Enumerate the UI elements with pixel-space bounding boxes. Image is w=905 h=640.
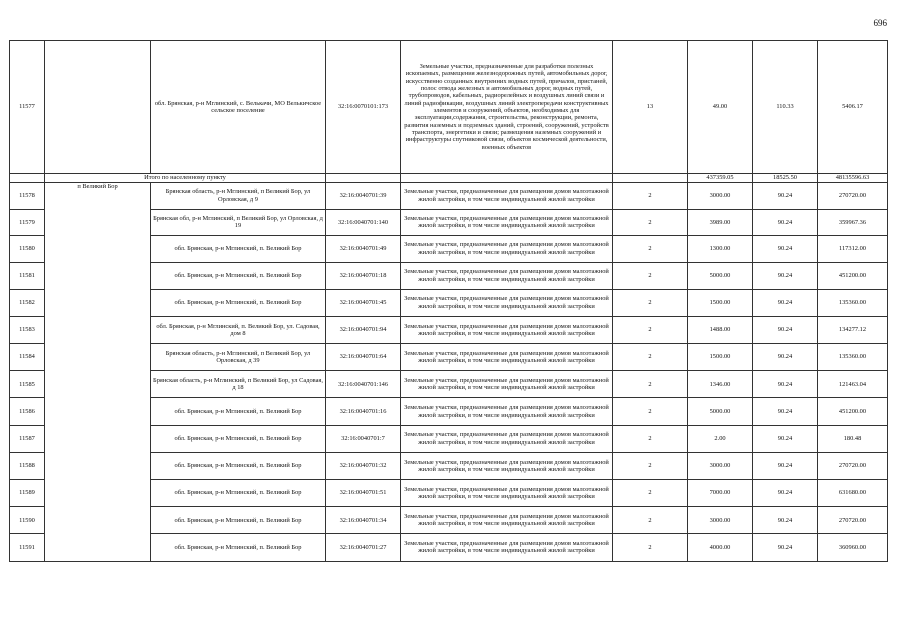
row-area: 3000.00 [688, 507, 753, 534]
row-id: 11578 [10, 183, 45, 210]
row-area: 5000.00 [688, 398, 753, 425]
row-area: 5000.00 [688, 262, 753, 289]
row-address: обл. Брянская, р-н Мглинский, п. Великий Бор [151, 398, 326, 425]
row-purpose: Земельные участки, предназначенные для размещения домов малоэтажной жилой застройки, в том числе индивидуальной жилой застройки [401, 425, 613, 452]
row-cadastral: 32:16:0040701:64 [326, 344, 401, 371]
row-group: 2 [613, 507, 688, 534]
row-group: 2 [613, 398, 688, 425]
row-purpose: Земельные участки, предназначенные для размещения домов малоэтажной жилой застройки, в том числе индивидуальной жилой застройки [401, 534, 613, 561]
row-value: 451200.00 [818, 262, 888, 289]
total-row [10, 174, 888, 183]
row-cadastral: 32:16:0040701:32 [326, 452, 401, 479]
total-value: 48135596.63 [818, 174, 888, 183]
row-address: обл. Брянская, р-н Мглинский, п. Великий Бор [151, 507, 326, 534]
row-group: 2 [613, 480, 688, 507]
row-area: 7000.00 [688, 480, 753, 507]
total-empty-cell [401, 174, 613, 183]
row-area: 3989.00 [688, 209, 753, 236]
row-group: 13 [613, 41, 688, 174]
row-value: 135360.00 [818, 344, 888, 371]
row-id: 11581 [10, 262, 45, 289]
row-cadastral: 32:16:0040701:49 [326, 236, 401, 263]
row-rate: 90.24 [753, 209, 818, 236]
row-cadastral: 32:16:0070101:173 [326, 41, 401, 174]
row-value: 117312.00 [818, 236, 888, 263]
total-empty-cell [10, 174, 45, 183]
row-address: Брянская область, р-н Мглинский, п Великий Бор, ул Садовая, д 18 [151, 371, 326, 398]
row-area: 3000.00 [688, 452, 753, 479]
total-empty-cell [326, 174, 401, 183]
row-group: 2 [613, 371, 688, 398]
row-rate: 90.24 [753, 398, 818, 425]
row-id: 11589 [10, 480, 45, 507]
row-group: 2 [613, 425, 688, 452]
row-rate: 90.24 [753, 534, 818, 561]
row-id: 11585 [10, 371, 45, 398]
row-rate: 90.24 [753, 480, 818, 507]
row-group: 2 [613, 209, 688, 236]
row-area: 3000.00 [688, 183, 753, 210]
row-purpose: Земельные участки, предназначенные для размещения домов малоэтажной жилой застройки, в том числе индивидуальной жилой застройки [401, 209, 613, 236]
land-registry-table [9, 40, 888, 562]
row-cadastral: 32:16:0040701:45 [326, 289, 401, 316]
row-cadastral: 32:16:0040701:18 [326, 262, 401, 289]
section-locality: п Великий Бор [45, 183, 151, 562]
table-body [10, 41, 888, 562]
row-rate: 90.24 [753, 236, 818, 263]
row-area: 2.00 [688, 425, 753, 452]
row-group: 2 [613, 183, 688, 210]
row-rate: 90.24 [753, 316, 818, 343]
row-value: 270720.00 [818, 452, 888, 479]
row-address: Брянская область, р-н Мглинский, п Великий Бор, ул Орловская, д 39 [151, 344, 326, 371]
row-area: 49.00 [688, 41, 753, 174]
row-purpose: Земельные участки, предназначенные для разработки полезных ископаемых, размещения железнодорожных путей, автомобильных дорог, искусственно созданных внутренних водных путей, причалов, пристаней, полос отвода железных и автомобильных дорог, водных путей, трубопроводов, кабельных, радиорелейных и воздушных линий связи и линий радиофикации, воздушных линий электропередачи конструктивных элементов и сооружений, объектов, необходимых для эксплуатации,содержания, строительства, реконструкции, ремонта, развития наземных и подземных зданий, строений, сооружений, устройств транспорта, энергетики и связи; размещения наземных сооружений и инфраструктуры спутниковой связи, объектов космической деятельности, военных объектов [401, 41, 613, 174]
row-value: 270720.00 [818, 507, 888, 534]
row-id: 11590 [10, 507, 45, 534]
row-address: обл. Брянская, р-н Мглинский, п. Великий Бор [151, 262, 326, 289]
row-id: 11579 [10, 209, 45, 236]
row-id: 11580 [10, 236, 45, 263]
row-cadastral: 32:16:0040701:51 [326, 480, 401, 507]
table-row [10, 41, 888, 174]
row-value: 270720.00 [818, 183, 888, 210]
row-id: 11584 [10, 344, 45, 371]
row-purpose: Земельные участки, предназначенные для размещения домов малоэтажной жилой застройки, в том числе индивидуальной жилой застройки [401, 289, 613, 316]
total-label: Итого по населенному пункту [45, 174, 326, 183]
row-group: 2 [613, 534, 688, 561]
total-rate: 18525.50 [753, 174, 818, 183]
page-number: 696 [873, 18, 887, 28]
row-address: обл. Брянская, р-н Мглинский, п. Великий Бор [151, 289, 326, 316]
row-rate: 90.24 [753, 371, 818, 398]
row-value: 135360.00 [818, 289, 888, 316]
row-area: 1500.00 [688, 344, 753, 371]
table-row [10, 183, 888, 210]
row-value: 359967.36 [818, 209, 888, 236]
row-group: 2 [613, 344, 688, 371]
row-area: 1346.00 [688, 371, 753, 398]
row-cadastral: 32:16:0040701:39 [326, 183, 401, 210]
row-id: 11582 [10, 289, 45, 316]
row-group: 2 [613, 452, 688, 479]
row-purpose: Земельные участки, предназначенные для размещения домов малоэтажной жилой застройки, в том числе индивидуальной жилой застройки [401, 344, 613, 371]
row-area: 4000.00 [688, 534, 753, 561]
row-id: 11591 [10, 534, 45, 561]
row-rate: 110.33 [753, 41, 818, 174]
row-address: обл. Брянская, р-н Мглинский, с. Велькачи, МО Велькичское сельское поселение [151, 41, 326, 174]
row-rate: 90.24 [753, 183, 818, 210]
row-address: обл. Брянская, р-н Мглинский, п. Великий Бор, ул. Садовая, дом 8 [151, 316, 326, 343]
row-purpose: Земельные участки, предназначенные для размещения домов малоэтажной жилой застройки, в том числе индивидуальной жилой застройки [401, 262, 613, 289]
row-purpose: Земельные участки, предназначенные для размещения домов малоэтажной жилой застройки, в том числе индивидуальной жилой застройки [401, 507, 613, 534]
row-purpose: Земельные участки, предназначенные для размещения домов малоэтажной жилой застройки, в том числе индивидуальной жилой застройки [401, 452, 613, 479]
row-cadastral: 32:16:0040701:140 [326, 209, 401, 236]
row-address: обл. Брянская, р-н Мглинский, п. Великий Бор [151, 425, 326, 452]
row-address: обл. Брянская, р-н Мглинский, п. Великий Бор [151, 534, 326, 561]
row-rate: 90.24 [753, 425, 818, 452]
row-group: 2 [613, 289, 688, 316]
row-address: обл. Брянская, р-н Мглинский, п. Великий Бор [151, 480, 326, 507]
row-cadastral: 32:16:0040701:146 [326, 371, 401, 398]
row-address: Брянская область, р-н Мглинский, п Великий Бор, ул Орловская, д 9 [151, 183, 326, 210]
row-rate: 90.24 [753, 507, 818, 534]
row-id: 11583 [10, 316, 45, 343]
row-area: 1500.00 [688, 289, 753, 316]
row-value: 360960.00 [818, 534, 888, 561]
row-group: 2 [613, 236, 688, 263]
row-address: Брянская обл, р-н Мглинский, п Великий Бор, ул Орловская, д 19 [151, 209, 326, 236]
row-purpose: Земельные участки, предназначенные для размещения домов малоэтажной жилой застройки, в том числе индивидуальной жилой застройки [401, 183, 613, 210]
row-area: 1300.00 [688, 236, 753, 263]
row-id: 11577 [10, 41, 45, 174]
row-value: 180.48 [818, 425, 888, 452]
total-area: 437359.05 [688, 174, 753, 183]
row-cadastral: 32:16:0040701:16 [326, 398, 401, 425]
row-rate: 90.24 [753, 262, 818, 289]
row-value: 5406.17 [818, 41, 888, 174]
row-cadastral: 32:16:0040701:34 [326, 507, 401, 534]
row-id: 11587 [10, 425, 45, 452]
row-value: 134277.12 [818, 316, 888, 343]
row-address: обл. Брянская, р-н Мглинский, п. Великий Бор [151, 236, 326, 263]
row-cadastral: 32:16:0040701:7 [326, 425, 401, 452]
row-cadastral: 32:16:0040701:94 [326, 316, 401, 343]
row-cadastral: 32:16:0040701:27 [326, 534, 401, 561]
row-purpose: Земельные участки, предназначенные для размещения домов малоэтажной жилой застройки, в том числе индивидуальной жилой застройки [401, 398, 613, 425]
row-purpose: Земельные участки, предназначенные для размещения домов малоэтажной жилой застройки, в том числе индивидуальной жилой застройки [401, 236, 613, 263]
row-rate: 90.24 [753, 452, 818, 479]
row-value: 451200.00 [818, 398, 888, 425]
row-locality [45, 41, 151, 174]
row-rate: 90.24 [753, 344, 818, 371]
row-purpose: Земельные участки, предназначенные для размещения домов малоэтажной жилой застройки, в том числе индивидуальной жилой застройки [401, 316, 613, 343]
row-area: 1488.00 [688, 316, 753, 343]
row-group: 2 [613, 316, 688, 343]
row-address: обл. Брянская, р-н Мглинский, п. Великий Бор [151, 452, 326, 479]
row-purpose: Земельные участки, предназначенные для размещения домов малоэтажной жилой застройки, в том числе индивидуальной жилой застройки [401, 371, 613, 398]
row-value: 121463.04 [818, 371, 888, 398]
row-rate: 90.24 [753, 289, 818, 316]
row-group: 2 [613, 262, 688, 289]
row-purpose: Земельные участки, предназначенные для размещения домов малоэтажной жилой застройки, в том числе индивидуальной жилой застройки [401, 480, 613, 507]
row-value: 631680.00 [818, 480, 888, 507]
total-empty-cell [613, 174, 688, 183]
row-id: 11588 [10, 452, 45, 479]
row-id: 11586 [10, 398, 45, 425]
